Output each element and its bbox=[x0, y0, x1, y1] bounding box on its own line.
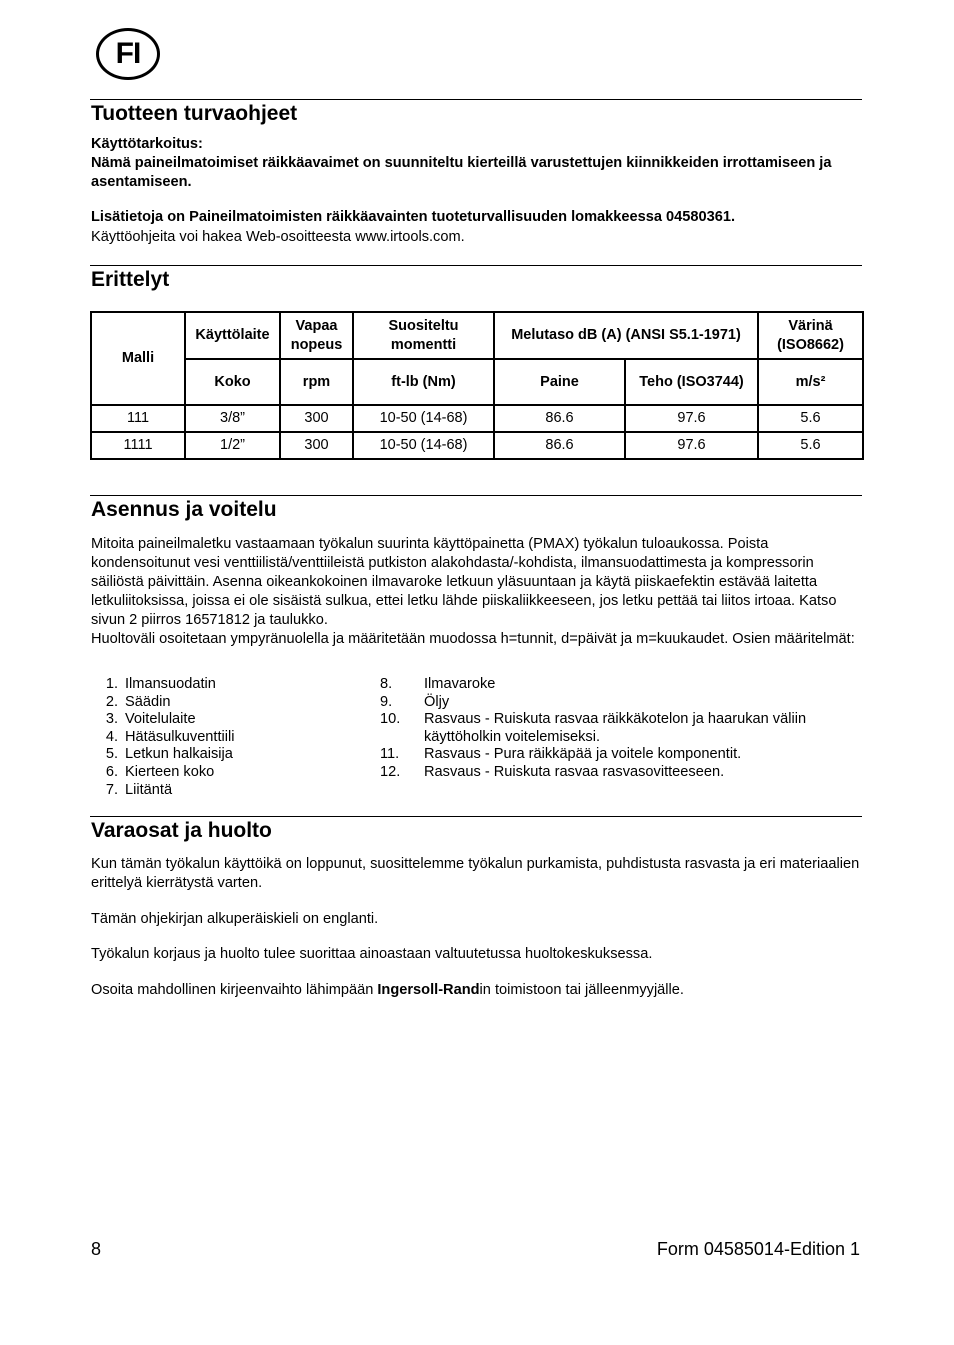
install-paragraph: Mitoita paineilmaletku vastaamaan työkalun suurinta käyttöpainetta (PMAX) työkalun tuloaukossa. Poista kondensoitunut vesi venttiilistä/venttiileistä putkiston alakohdasta/-kohdista, ilmansuodattimesta ja kompressorin säiliöstä päivittäin. Asenna oikeankokoinen ilmavaroke letkuun yläsuuntaan ja käytä piiskaefektin estävää laitetta letkuliitoksissa, joissa ei ole sisäistä sulkua, ettei letku lähde piiskaliikkeeseen, jos letku pettää tai liitos irtoaa. Katso sivun 2 piirros 16571812 ja taulukko. bbox=[91, 536, 837, 628]
section-divider bbox=[90, 265, 862, 266]
section-divider bbox=[90, 99, 862, 100]
section-divider bbox=[90, 495, 862, 496]
language-badge: FI bbox=[96, 28, 160, 80]
brand-name: Ingersoll-Rand bbox=[377, 982, 480, 998]
cell-torque: 10-50 (14-68) bbox=[353, 405, 494, 432]
table-row bbox=[91, 405, 863, 432]
cell-pressure: 86.6 bbox=[494, 405, 625, 432]
header-vibration: Värinä (ISO8662) bbox=[758, 312, 863, 359]
header-size: Koko bbox=[185, 359, 280, 405]
cell-vibration: 5.6 bbox=[758, 432, 863, 459]
parts-paragraph-2: Tämän ohjekirjan alkuperäiskieli on englanti. bbox=[91, 911, 379, 927]
cell-rpm: 300 bbox=[280, 405, 353, 432]
header-torque-unit: ft-lb (Nm) bbox=[353, 359, 494, 405]
install-title: Asennus ja voitelu bbox=[91, 498, 277, 521]
cell-pressure: 86.6 bbox=[494, 432, 625, 459]
list-item: 12. Rasvaus - Ruiskuta rasvaa rasvasovitteeseen. bbox=[380, 763, 725, 780]
parts-paragraph-3: Työkalun korjaus ja huolto tulee suorittaa ainoastaan valtuutetussa huoltokeskuksessa. bbox=[91, 946, 653, 962]
install-paragraph-2: Huoltoväli osoitetaan ympyränuolella ja määritetään muodossa h=tunnit, d=päivät ja m=kuukaudet. Osien määritelmät: bbox=[91, 631, 855, 647]
more-info-text: Lisätietoja on Paineilmatoimisten räikkäavainten tuoteturvallisuuden lomakkeessa 04580361. bbox=[91, 209, 736, 225]
usage-text: Nämä paineilmatoimiset räikkäavaimet on suunniteltu kierteillä varustettujen kiinnikkeiden irrottamiseen ja asentamiseen. bbox=[91, 155, 832, 190]
section-divider bbox=[90, 816, 862, 817]
header-power: Teho (ISO3744) bbox=[625, 359, 758, 405]
page-number: 8 bbox=[91, 1239, 102, 1259]
list-item: 1. Ilmansuodatin bbox=[105, 676, 216, 692]
cell-power: 97.6 bbox=[625, 405, 758, 432]
list-item: 7. Liitäntä bbox=[105, 781, 173, 798]
header-noise: Melutaso dB (A) (ANSI S5.1-1971) bbox=[494, 312, 758, 359]
table-row bbox=[91, 432, 863, 459]
spec-table bbox=[90, 311, 864, 460]
list-item: 5. Letkun halkaisija bbox=[105, 746, 233, 763]
cell-size: 1/2” bbox=[185, 432, 280, 459]
cell-size: 3/8” bbox=[185, 405, 280, 432]
list-item: 11. Rasvaus - Pura räikkäpää ja voitele komponentit. bbox=[380, 746, 742, 763]
header-torque: Suositeltu momentti bbox=[353, 312, 494, 359]
header-model: Malli bbox=[91, 312, 185, 405]
list-item: 2. Säädin bbox=[105, 693, 171, 710]
safety-title: Tuotteen turvaohjeet bbox=[91, 102, 298, 125]
cell-model: 1111 bbox=[91, 432, 185, 459]
cell-torque: 10-50 (14-68) bbox=[353, 432, 494, 459]
cell-rpm: 300 bbox=[280, 432, 353, 459]
header-drive: Käyttölaite bbox=[185, 312, 280, 359]
header-pressure: Paine bbox=[494, 359, 625, 405]
form-number: Form 04585014-Edition 1 bbox=[656, 1239, 860, 1259]
parts-paragraph-4: Osoita mahdollinen kirjeenvaihto lähimpään Ingersoll-Randin toimistoon tai jälleenmyyjälle. bbox=[91, 982, 684, 998]
parts-list-right bbox=[380, 676, 860, 782]
parts-title: Varaosat ja huolto bbox=[91, 819, 272, 842]
list-item: 4. Hätäsulkuventtiili bbox=[105, 728, 235, 745]
list-item: 10. Rasvaus - Ruiskuta rasvaa räikkäkotelon ja haarukan väliin käyttöholkin voitelemiseksi. bbox=[380, 711, 807, 745]
list-item: 8. Ilmavaroke bbox=[380, 676, 496, 692]
list-item: 9. Öljy bbox=[380, 693, 450, 710]
parts-paragraph-1: Kun tämän työkalun käyttöikä on loppunut, suosittelemme työkalun purkamista, puhdistusta rasvasta ja eri materiaalien erittelyä kierrätystä varten. bbox=[91, 856, 860, 891]
cell-model: 111 bbox=[91, 405, 185, 432]
header-rpm: rpm bbox=[280, 359, 353, 405]
header-free-speed: Vapaa nopeus bbox=[280, 312, 353, 359]
header-vib-unit: m/s² bbox=[758, 359, 863, 405]
usage-label: Käyttötarkoitus: bbox=[91, 136, 203, 152]
cell-vibration: 5.6 bbox=[758, 405, 863, 432]
specs-title: Erittelyt bbox=[91, 268, 170, 291]
manuals-text: Käyttöohjeita voi hakea Web-osoitteesta www.irtools.com. bbox=[91, 229, 465, 245]
list-item: 6. Kierteen koko bbox=[105, 763, 215, 780]
cell-power: 97.6 bbox=[625, 432, 758, 459]
list-item: 3. Voitelulaite bbox=[105, 711, 196, 728]
parts-list-left bbox=[90, 676, 360, 799]
